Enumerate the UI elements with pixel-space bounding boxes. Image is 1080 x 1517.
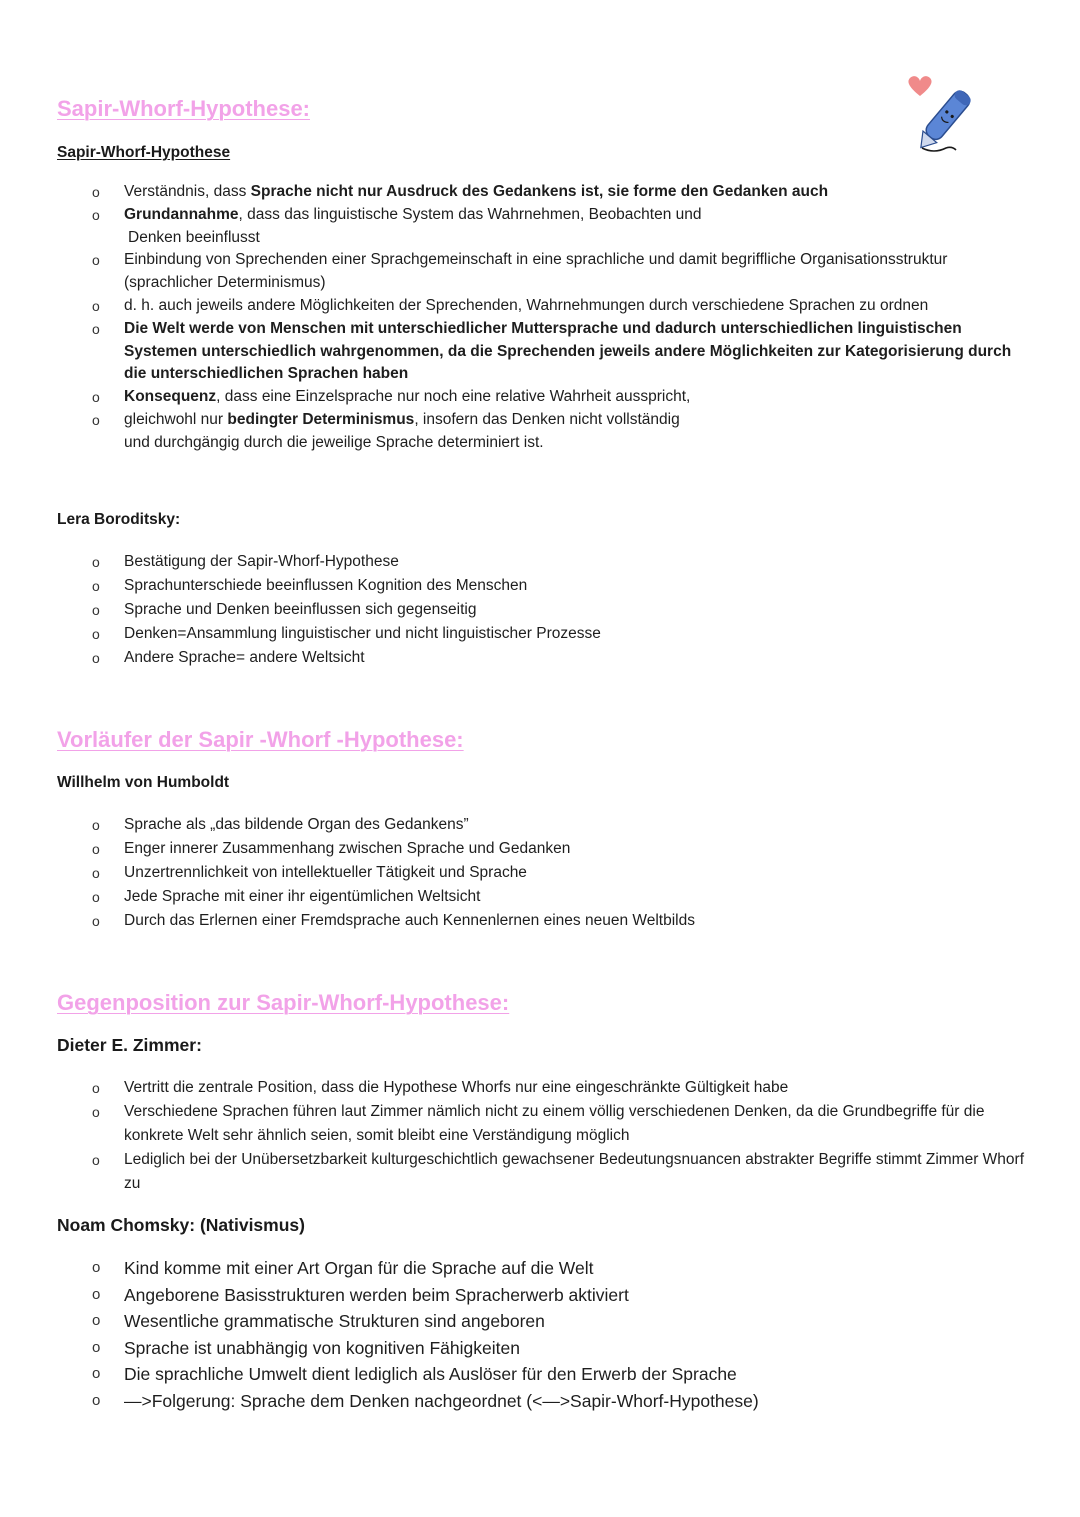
bullet-icon: o <box>92 1104 100 1120</box>
subheading-sapir-whorf: Sapir-Whorf-Hypothese <box>57 144 231 161</box>
bullet-icon: o <box>92 389 100 406</box>
bullet-icon: o <box>92 1152 100 1168</box>
list-item: o Durch das Erlernen einer Fremdsprache auch Kennenlernen eines neuen Weltbilds <box>0 909 1025 933</box>
bullet-icon: o <box>92 184 100 200</box>
bullet-icon: o <box>92 1391 101 1409</box>
list-item: o Grundannahme, dass das linguistische System das Wahrnehmen, Beobachten und Denken beeinflusst <box>92 205 702 246</box>
boroditsky-list <box>0 550 1025 670</box>
subheading-zimmer: Dieter E. Zimmer: <box>57 1035 202 1055</box>
heart-icon <box>908 76 931 96</box>
list-item: o Verständnis, dass Sprache nicht nur Ausdruck des Gedankens ist, sie forme den Gedanken auch <box>0 181 1025 204</box>
bullet-icon: o <box>92 889 100 905</box>
list-item: o Enger innerer Zusammenhang zwischen Sprache und Gedanken <box>0 837 1025 861</box>
chomsky-list <box>0 1255 1025 1415</box>
list-item: o Unzertrennlichkeit von intellektueller Tätigkeit und Sprache <box>0 861 1025 885</box>
bullet-icon: o <box>92 1312 101 1330</box>
bullet-icon: o <box>92 1080 100 1096</box>
bullet-icon: o <box>92 817 100 833</box>
bullet-icon: o <box>92 1365 101 1383</box>
bullet-icon: o <box>92 1285 101 1303</box>
bullet-icon: o <box>92 297 100 314</box>
list-item: o Sprache als „das bildende Organ des Gedankens” <box>0 813 1025 837</box>
list-item: o Lediglich bei der Unübersetzbarkeit kulturgeschichtlich gewachsener Bedeutungsnuancen abstrakter Begriffe stimmt Zimmer Whorf zu <box>0 1148 1025 1196</box>
list-item: o d. h. auch jeweils andere Möglichkeiten der Sprechenden, Wahrnehmungen durch verschiedene Sprachen zu ordnen <box>0 295 1025 318</box>
bullet-icon: o <box>92 1259 101 1276</box>
list-item: o Verschiedene Sprachen führen laut Zimmer nämlich nicht zu einem völlig verschiedenen Denken, da die Grundbegriffe für die konkrete Welt sehr ähnlich seien, somit bleibt eine Verständigung möglich <box>0 1100 1025 1148</box>
list-item: o Denken=Ansammlung linguistischer und nicht linguistischer Prozesse <box>0 622 1025 646</box>
list-item: o Andere Sprache= andere Weltsicht <box>0 646 1025 670</box>
bullet-icon: o <box>92 913 100 929</box>
list-item: o —>Folgerung: Sprache dem Denken nachgeordnet (<—>Sapir-Whorf-Hypothese) <box>0 1388 1025 1415</box>
list-item: o Sprache ist unabhängig von kognitiven Fähigkeiten <box>0 1335 1025 1362</box>
list-item: o gleichwohl nur bedingter Determinismus, insofern das Denken nicht vollständig und durchgängig durch die jeweilige Sprache determiniert ist. <box>92 410 680 451</box>
list-item: o Sprachunterschiede beeinflussen Kognition des Menschen <box>0 574 1025 598</box>
list-item: o Angeborene Basisstrukturen werden beim Spracherwerb aktiviert <box>0 1282 1025 1309</box>
zimmer-list <box>0 1076 1025 1196</box>
heading-vorlaeufer: Vorläufer der Sapir -Whorf -Hypothese: <box>57 727 464 752</box>
list-item: o Wesentliche grammatische Strukturen sind angeboren <box>0 1308 1025 1335</box>
bullet-icon: o <box>92 252 100 269</box>
bullet-icon: o <box>92 650 100 666</box>
bullet-icon: o <box>92 602 100 618</box>
list-item: o Bestätigung der Sapir-Whorf-Hypothese <box>0 550 1025 574</box>
subheading-chomsky: Noam Chomsky: (Nativismus) <box>57 1215 305 1235</box>
list-item: o Kind komme mit einer Art Organ für die Sprache auf die Welt <box>0 1255 1025 1282</box>
bullet-icon: o <box>92 865 100 881</box>
subheading-boroditsky: Lera Boroditsky: <box>57 511 181 528</box>
list-item: o Konsequenz, dass eine Einzelsprache nur noch eine relative Wahrheit ausspricht, <box>0 386 1025 409</box>
list-item: o Vertritt die zentrale Position, dass die Hypothese Whorfs nur eine eingeschränkte Gültigkeit habe <box>0 1076 1025 1100</box>
sapir-whorf-list <box>0 181 1025 455</box>
bullet-icon: o <box>92 320 100 337</box>
heading-gegenposition: Gegenposition zur Sapir-Whorf-Hypothese: <box>57 990 510 1015</box>
bullet-icon: o <box>92 841 100 857</box>
list-item: o Die Welt werde von Menschen mit unterschiedlicher Muttersprache und dadurch unterschiedlichen linguistischen Systemen unterschiedlich wahrgenommen, da die Sprechenden jeweils andere Möglichkeiten zur Kategorisierung durch die unterschiedlichen Sprachen haben <box>92 319 1012 383</box>
humboldt-list <box>0 813 1025 933</box>
bullet-icon: o <box>92 1338 101 1356</box>
list-item: o Die sprachliche Umwelt dient lediglich als Auslöser für den Erwerb der Sprache <box>0 1361 1025 1388</box>
bullet-icon: o <box>92 554 100 570</box>
bullet-icon: o <box>92 206 100 223</box>
pen-with-heart-icon <box>900 74 980 158</box>
list-item: o Sprache und Denken beeinflussen sich gegenseitig <box>0 598 1025 622</box>
subheading-humboldt: Willhelm von Humboldt <box>57 774 230 791</box>
heading-sapir-whorf: Sapir-Whorf-Hypothese: <box>57 96 310 121</box>
bullet-icon: o <box>92 578 100 594</box>
list-item: o Jede Sprache mit einer ihr eigentümlichen Weltsicht <box>0 885 1025 909</box>
bullet-icon: o <box>92 626 100 642</box>
bullet-icon: o <box>92 411 100 428</box>
list-item: o Einbindung von Sprechenden einer Sprachgemeinschaft in eine sprachliche und damit begriffliche Organisationsstruktur (sprachlicher Determinismus) <box>92 251 948 292</box>
